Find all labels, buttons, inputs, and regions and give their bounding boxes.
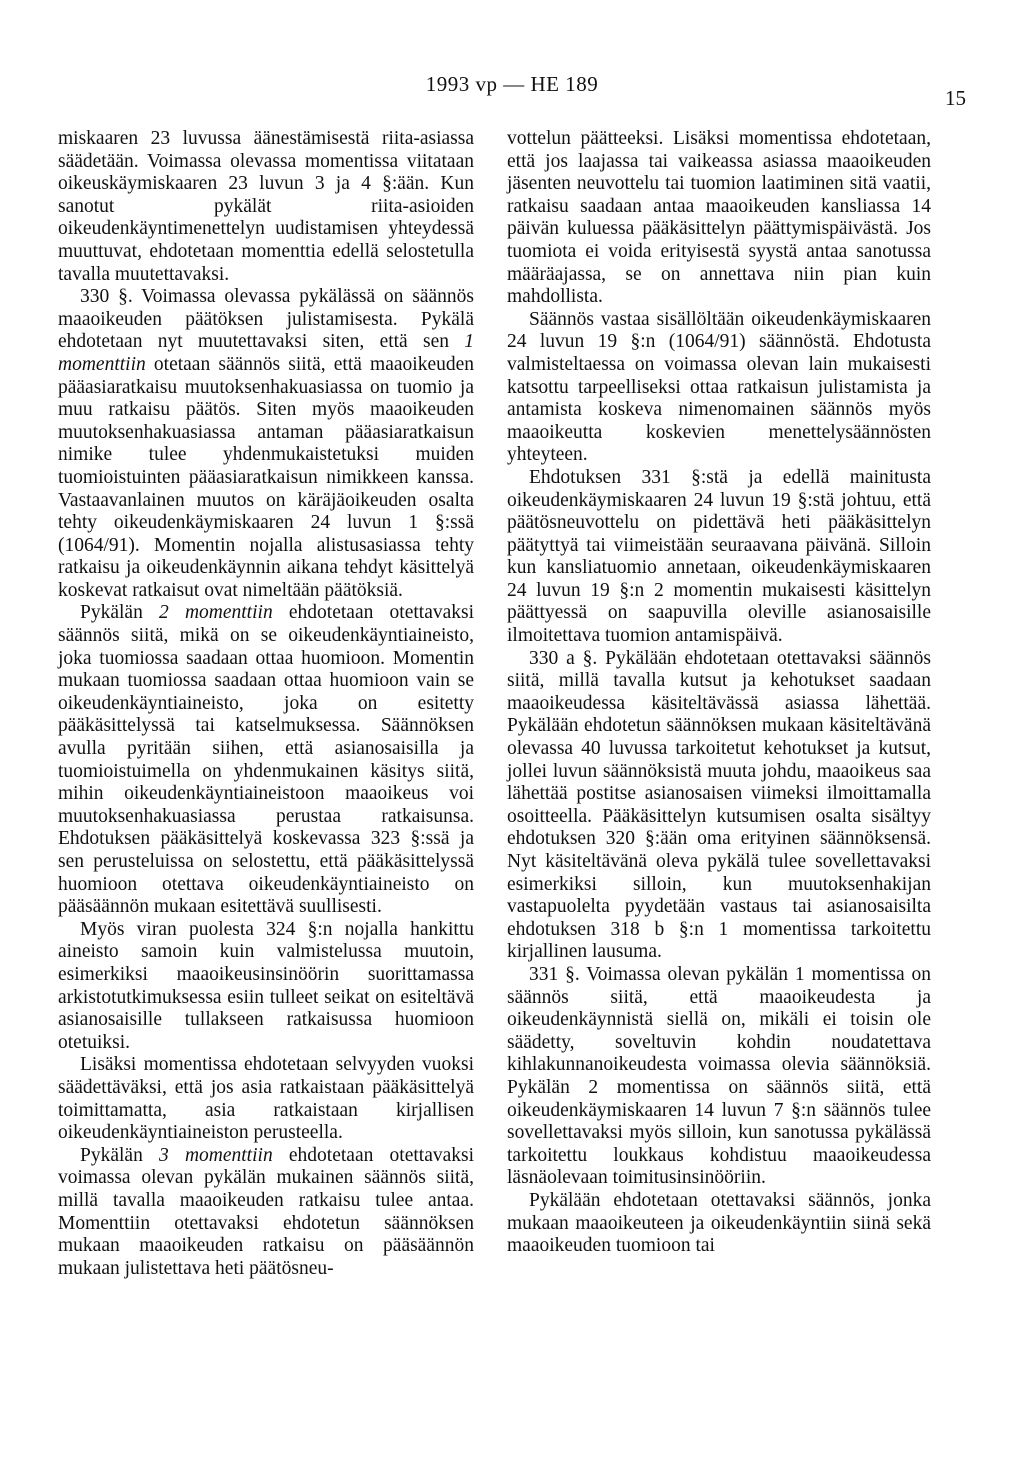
paragraph: miskaaren 23 luvussa äänestämisestä riita-asiassa säädetään. Voimassa olevassa momentissa viitataan oikeuskäymiskaaren 23 luvun 3 ja 4 §:ään. Kun sanotut pykälät riita-asioiden oikeudenkäyntimenettelyn uudistamisen yhteydessä muuttuvat, ehdotetaan momenttia edellä selostetulla tavalla muutettavaksi. (58, 128, 474, 285)
paragraph: Lisäksi momentissa ehdotetaan selvyyden vuoksi säädettäväksi, että jos asia ratkaistaan pääkäsittelyä toimittamatta, asia ratkaistaan kirjallisen oikeudenkäyntiaineiston perusteella. (58, 1054, 474, 1144)
emphasis: 3 momenttiin (159, 1144, 273, 1166)
page-number: 15 (945, 86, 966, 110)
emphasis: 2 momenttiin (159, 602, 273, 624)
paragraph: 330 a §. Pykälään ehdotetaan otettavaksi säännös siitä, millä tavalla kutsut ja kehotukset saadaan maaoikeudessa käsiteltävässä asiassa lähettää. Pykälään ehdotetun säännöksen mukaan käsiteltävänä olevassa 40 luvussa tarkoitetut kehotukset ja kutsut, jollei luvun säännöksistä muuta johdu, maaoikeus saa lähettää postitse asianosaisen viimeksi ilmoittamalla osoitteella. Pääkäsittelyn kutsumisen osalta sisältyy ehdotuksen 320 §:ään oma erityinen säännöksensä. Nyt käsiteltävänä oleva pykälä tulee sovellettavaksi esimerkiksi silloin, kun muutoksenhakijan vastapuolelta pyydetään vastaus tai asianosaisilta ehdotuksen 318 b §:n 1 momentissa tarkoitettu kirjallinen lausuma. (507, 647, 931, 963)
paragraph: Pykälän 2 momenttiin ehdotetaan otettavaksi säännös siitä, mikä on se oikeudenkäyntiaineisto, joka tuomiossa saadaan ottaa huomioon. Momentin mukaan tuomiossa saadaan ottaa huomioon vain se oikeudenkäyntiaineisto, joka on esitetty pääkäsittelyssä tai katselmuksessa. Säännöksen avulla pyritään siihen, että asianosaisilla ja tuomioistuimella on yhdenmukainen käsitys siitä, mihin oikeudenkäyntiaineistoon maaoikeus voi muutoksenhakuasiassa perustaa ratkaisunsa. Ehdotuksen pääkäsittelyä koskevassa 323 §:ssä ja sen perusteluissa on selostettu, että pääkäsittelyssä huomioon otettava oikeudenkäyntiaineisto on pääsäännön mukaan esitettävä suullisesti. (58, 602, 475, 918)
paragraph: Pykälään ehdotetaan otettavaksi säännös, jonka mukaan maaoikeuteen ja oikeudenkäyntiin siinä sekä maaoikeuden tuomioon tai (507, 1189, 931, 1257)
emphasis: 1 momenttiin (58, 331, 475, 375)
right-column (507, 128, 931, 1258)
paragraph: Pykälän 3 momenttiin ehdotetaan otettavaksi voimassa olevan pykälän mukainen säännös siitä, millä tavalla maaoikeuden ratkaisu tulee antaa. Momenttiin otettavaksi ehdotetun säännöksen mukaan maaoikeuden ratkaisu on pääsäännön mukaan julistettava heti päätösneu- (58, 1144, 475, 1279)
paragraph: vottelun päätteeksi. Lisäksi momentissa ehdotetaan, että jos laajassa tai vaikeassa asiassa maaoikeuden jäsenten neuvottelu tai tuomion laatiminen sitä vaatii, ratkaisu saadaan antaa maaoikeuden kansliassa 14 päivän kuluessa pääkäsittelyn päättymispäivästä. Jos tuomiota ei voida erityisestä syystä antaa sanotussa määräajassa, se on annettava niin pian kuin mahdollista. (507, 128, 931, 308)
paragraph: 330 §. Voimassa olevassa pykälässä on säännös maaoikeuden päätöksen julistamisesta. Pykälä ehdotetaan nyt muutettavaksi siten, että sen 1 momenttiin otetaan säännös siitä, että maaoikeuden pääasiaratkaisu muutoksenhakuasiassa on tuomio ja muu ratkaisu päätös. Siten myös maaoikeuden muutoksenhakuasiassa antaman pääasiaratkaisun nimike tulee yhdenmukaistetuksi muiden tuomioistuinten pääasiaratkaisun nimikkeen kanssa. Vastaavanlainen muutos on käräjäoikeuden osalta tehty oikeudenkäymiskaaren 24 luvun 1 §:ssä (1064/91). Momentin nojalla alistusasiassa tehty ratkaisu ja oikeudenkäynnin aikana tehdyt käsittelyä koskevat ratkaisut ovat nimeltään päätöksiä. (58, 286, 475, 601)
page-header: 1993 vp — HE 189 (425, 72, 599, 96)
paragraph: Säännös vastaa sisällöltään oikeudenkäymiskaaren 24 luvun 19 §:n (1064/91) säännöstä. Ehdotusta valmisteltaessa on voimassa olevan lain mukaisesti katsottu tarpeelliseksi ottaa ratkaisun julistamista ja antamista koskeva nimenomainen säännös myös maaoikeutta koskevien menettelysäännösten yhteyteen. (507, 308, 931, 466)
paragraph: 331 §. Voimassa olevan pykälän 1 momentissa on säännös siitä, että maaoikeudesta ja oikeudenkäynnistä siellä on, mikäli ei toisin ole säädetty, soveltuvin kohdin noudatettava kihlakunnanoikeudesta voimassa olevia säännöksiä. Pykälän 2 momentissa on säännös siitä, että oikeudenkäymiskaaren 14 luvun 7 §:n säännös tulee sovellettavaksi myös silloin, kun sanotussa pykälässä tarkoitettu loukkaus kohdistuu maaoikeudessa läsnäolevaan toimitusinsinööriin. (507, 963, 931, 1189)
paragraph: Myös viran puolesta 324 §:n nojalla hankittu aineisto samoin kuin valmistelussa muutoin, esimerkiksi maaoikeusinsinöörin suorittamassa arkistotutkimuksessa esiin tulleet seikat on esiteltävä asianosaisille tullakseen ratkaisussa huomioon otetuiksi. (58, 918, 474, 1053)
left-column (58, 128, 474, 1280)
paragraph: Ehdotuksen 331 §:stä ja edellä mainitusta oikeudenkäymiskaaren 24 luvun 19 §:stä johtuu, että päätösneuvottelu on pidettävä heti pääkäsittelyn päätyttyä tai viimeistään seuraavana päivänä. Silloin kun kansliatuomio annetaan, oikeudenkäymiskaaren 24 luvun 19 §:n 2 momentin mukaisesti käsittelyn päättyessä on saapuvilla oleville asianosaisille ilmoitettava tuomion antamispäivä. (507, 466, 931, 647)
